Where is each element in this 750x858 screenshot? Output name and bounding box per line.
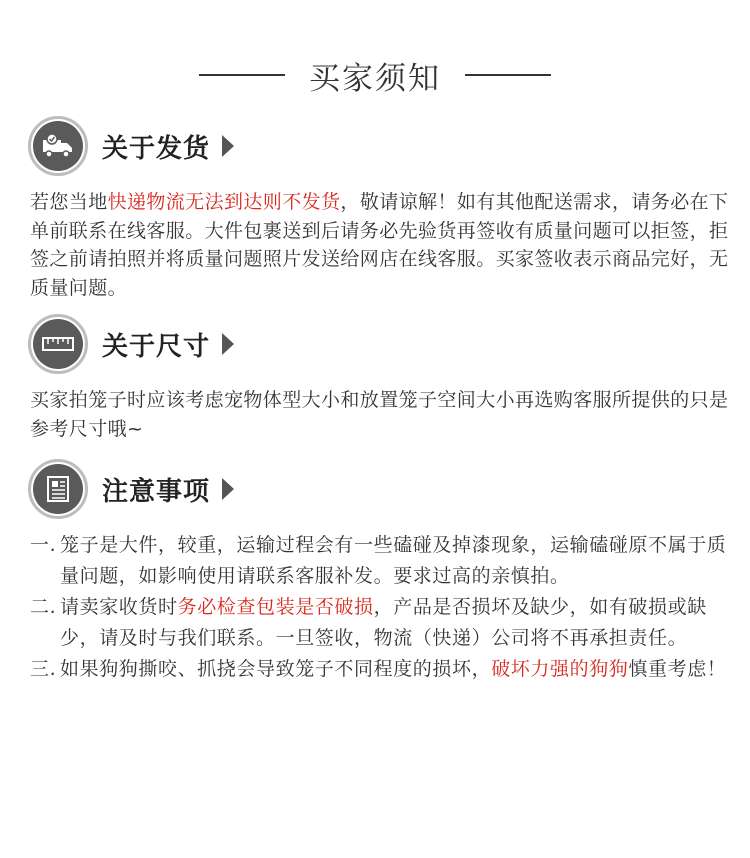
title-divider-left <box>199 74 285 76</box>
section-shipping-title: 关于发货 <box>102 133 211 164</box>
section-size-title: 关于尺寸 <box>102 331 211 362</box>
page-title: 买家须知 <box>309 60 441 97</box>
list-item-text: 笼子是大件，较重，运输过程会有一些磕碰及掉漆现象，运输磕碰原不属于质量问题，如影响使用请联系客服补发。要求过高的亲慎拍。 <box>60 534 727 587</box>
section-arrow-icon <box>222 333 234 355</box>
list-item-text: 如果狗狗撕咬、抓挠会导致笼子不同程度的损坏，破坏力强的狗狗慎重考虑！ <box>60 658 727 680</box>
section-notes-title: 注意事项 <box>102 476 211 507</box>
document-icon <box>28 459 88 519</box>
section-arrow-icon <box>222 135 234 157</box>
section-shipping-header <box>28 114 234 178</box>
list-item-number: 三. <box>30 658 57 680</box>
section-notes-header <box>28 457 234 521</box>
list-item-text: 请卖家收货时务必检查包装是否破损，产品是否损坏及缺少，如有破损或缺少，请及时与我们联系。一旦签收，物流（快递）公司将不再承担责任。 <box>60 596 707 649</box>
list-item <box>30 592 730 654</box>
list-item <box>30 530 730 592</box>
delivery-truck-icon <box>28 116 88 176</box>
list-item-number: 一. <box>30 534 57 556</box>
ruler-icon <box>28 314 88 374</box>
shipping-text-start: 若您当地 <box>30 191 108 213</box>
size-paragraph: 买家拍笼子时应该考虑宠物体型大小和放置笼子空间大小再选购客服所提供的只是参考尺寸哦~ <box>30 389 729 440</box>
title-divider-right <box>465 74 551 76</box>
list-item <box>30 654 730 685</box>
notes-list <box>30 530 730 685</box>
section-arrow-icon <box>222 478 234 500</box>
page-title-row <box>0 50 750 100</box>
shipping-paragraph <box>30 188 730 302</box>
shipping-text-highlight: 快递物流无法到达则不发货 <box>107 191 341 213</box>
list-item-number: 二. <box>30 596 57 618</box>
section-size-header <box>28 312 234 376</box>
shipping-text-end: ，敬请谅解！如有其他配送需求，请务必在下单前联系在线客服。大件包裹送到后请务必先验货再签收有质量问题可以拒签，拒签之前请拍照并将质量问题照片发送给网店在线客服。买家签收表示商品完好，无质量问题。 <box>30 191 729 299</box>
